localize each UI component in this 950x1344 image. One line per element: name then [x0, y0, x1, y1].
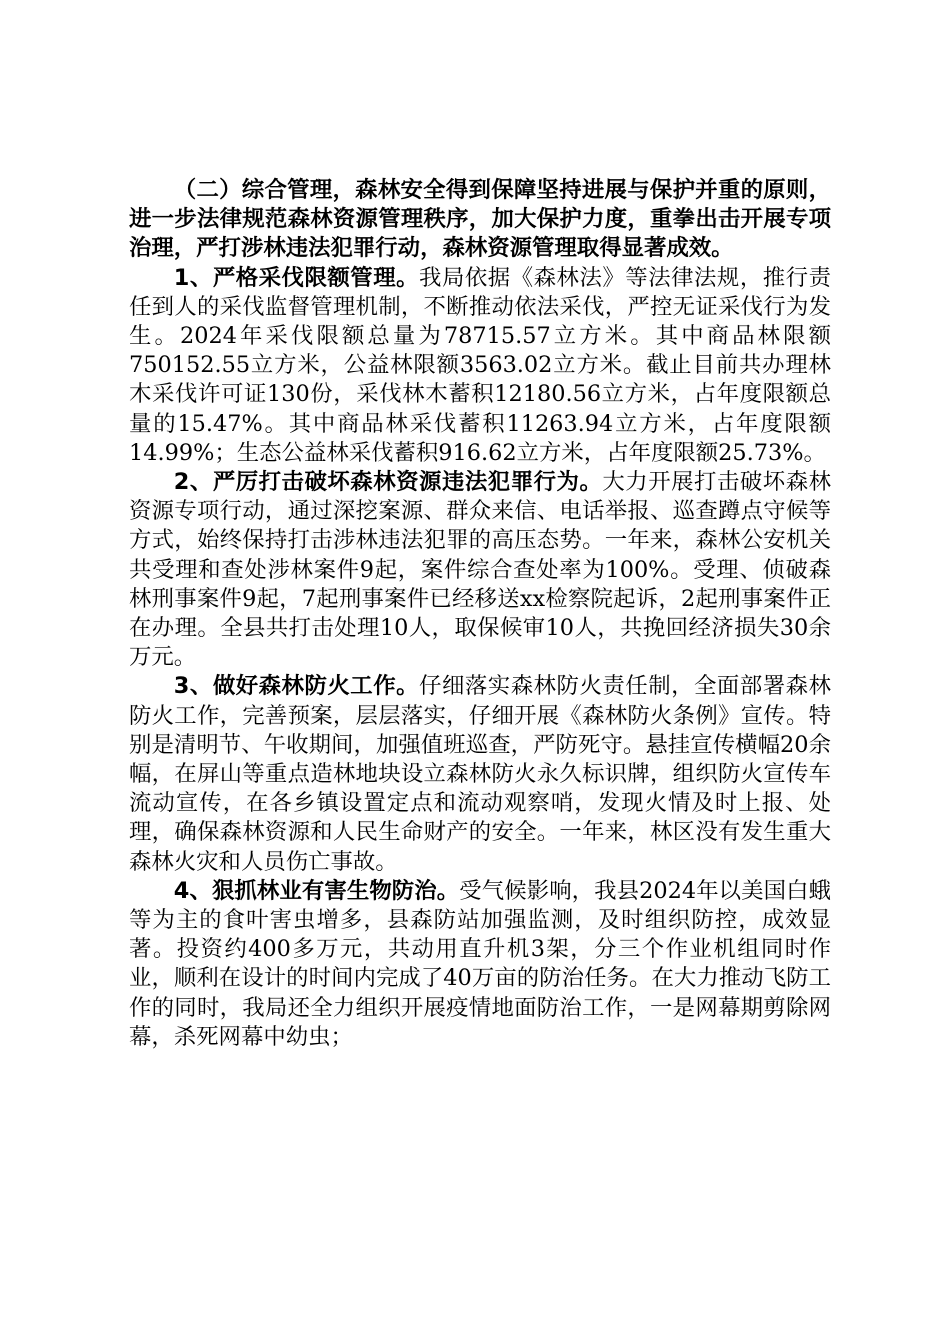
section-body-2: 大力开展打击破坏森林资源专项行动，通过深挖案源、群众来信、电话举报、巡查蹲点守候等方式，始终保持打击涉林违法犯罪的高压态势。一年来，森林公安机关共受理和查处涉林案件9起，案件综合查处率为100%。受理、侦破森林刑事案件9起，7起刑事案件已经移送xx检察院起诉，2起刑事案件正在办理。全县共打击处理10人，取保候审10人，共挽回经济损失30余万元。: [129, 469, 831, 671]
section-paragraph-1: [129, 264, 831, 468]
document-body: [129, 176, 831, 1052]
section-heading-3: 3、做好森林防火工作。: [173, 673, 420, 700]
section-heading-1: 1、严格采伐限额管理。: [173, 264, 420, 291]
section-heading-4: 4、狠抓林业有害生物防治。: [173, 877, 460, 904]
section-paragraph-2: [129, 468, 831, 672]
section-body-4: 受气候影响，我县2024年以美国白蛾等为主的食叶害虫增多，县森防站加强监测，及时组织防控，成效显著。投资约400多万元，共动用直升机3架，分三个作业机组同时作业，顺利在设计的时间内完成了40万亩的防治任务。在大力推动飞防工作的同时，我局还全力组织开展疫情地面防治工作，一是网幕期剪除网幕，杀死网幕中幼虫；: [129, 877, 831, 1050]
section-paragraph-4: [129, 877, 831, 1052]
section-body-1: 我局依据《森林法》等法律法规，推行责任到人的采伐监督管理机制，不断推动依法采伐，严控无证采伐行为发生。2024年采伐限额总量为78715.57立方米。其中商品林限额750152.55立方米，公益林限额3563.02立方米。截止目前共办理林木采伐许可证130份，采伐林木蓄积12180.56立方米，占年度限额总量的15.47%。其中商品林采伐蓄积11263.94立方米，占年度限额14.99%；生态公益林采伐蓄积916.62立方米，占年度限额25.73%。: [129, 264, 831, 466]
section-heading-2: 2、严厉打击破坏森林资源违法犯罪行为。: [173, 469, 603, 496]
intro-paragraph: （二）综合管理，森林安全得到保障坚持进展与保护并重的原则，进一步法律规范森林资源管理秩序，加大保护力度，重拳出击开展专项治理，严打涉林违法犯罪行动，森林资源管理取得显著成效。: [129, 177, 831, 262]
section-paragraph-3: [129, 672, 831, 876]
section-body-3: 仔细落实森林防火责任制，全面部署森林防火工作，完善预案，层层落实，仔细开展《森林防火条例》宣传。特别是清明节、午收期间，加强值班巡查，严防死守。悬挂宣传横幅20余幅，在屏山等重点造林地块设立森林防火永久标识牌，组织防火宣传车流动宣传，在各乡镇设置定点和流动观察哨，发现火情及时上报、处理，确保森林资源和人民生命财产的安全。一年来，林区没有发生重大森林火灾和人员伤亡事故。: [129, 673, 831, 875]
